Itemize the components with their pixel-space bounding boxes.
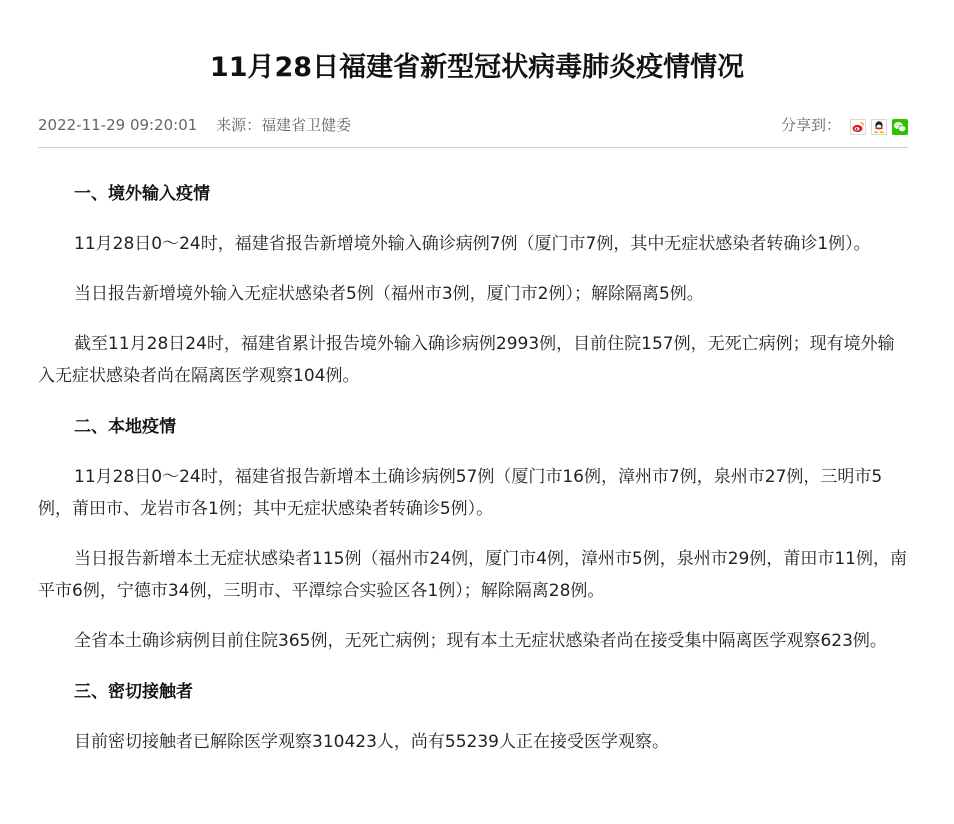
section-heading-local: 二、本地疫情 — [74, 417, 176, 437]
paragraph: 全省本土确诊病例目前住院365例，无死亡病例；现有本土无症状感染者尚在接受集中隔离医学观察623例。 — [74, 631, 887, 651]
paragraph: 11月28日0～24时，福建省报告新增境外输入确诊病例7例（厦门市7例，其中无症状感染者转确诊1例）。 — [74, 234, 871, 254]
article-source: 来源：福建省卫健委 — [216, 116, 352, 134]
article-body — [38, 178, 910, 758]
weibo-icon[interactable] — [850, 117, 866, 133]
share-label: 分享到： — [780, 116, 841, 134]
publish-date: 2022-11-29 09:20:01 — [38, 116, 198, 134]
share-bar — [781, 112, 908, 138]
paragraph: 当日报告新增本土无症状感染者115例（福州市24例，厦门市4例，漳州市5例，泉州市29例，莆田市11例，南平市6例，宁德市34例，三明市、平潭综合实验区各1例）；解除隔离28例。 — [38, 549, 907, 601]
article-meta — [38, 112, 908, 138]
paragraph: 截至11月28日24时，福建省累计报告境外输入确诊病例2993例，目前住院157例，无死亡病例；现有境外输入无症状感染者尚在隔离医学观察104例。 — [38, 334, 895, 386]
section-heading-close-contacts: 三、密切接触者 — [74, 682, 193, 702]
wechat-icon[interactable] — [892, 117, 908, 133]
article-title: 11月28日福建省新型冠状病毒肺炎疫情情况 — [209, 52, 745, 83]
paragraph: 目前密切接触者已解除医学观察310423人，尚有55239人正在接受医学观察。 — [74, 732, 669, 752]
paragraph: 11月28日0～24时，福建省报告新增本土确诊病例57例（厦门市16例，漳州市7例，泉州市27例，三明市5例，莆田市、龙岩市各1例；其中无症状感染者转确诊5例）。 — [38, 467, 883, 519]
qq-icon[interactable] — [871, 117, 887, 133]
section-heading-overseas: 一、境外输入疫情 — [74, 184, 210, 204]
paragraph: 当日报告新增境外输入无症状感染者5例（福州市3例，厦门市2例）；解除隔离5例。 — [74, 284, 704, 304]
header-divider — [38, 147, 908, 148]
